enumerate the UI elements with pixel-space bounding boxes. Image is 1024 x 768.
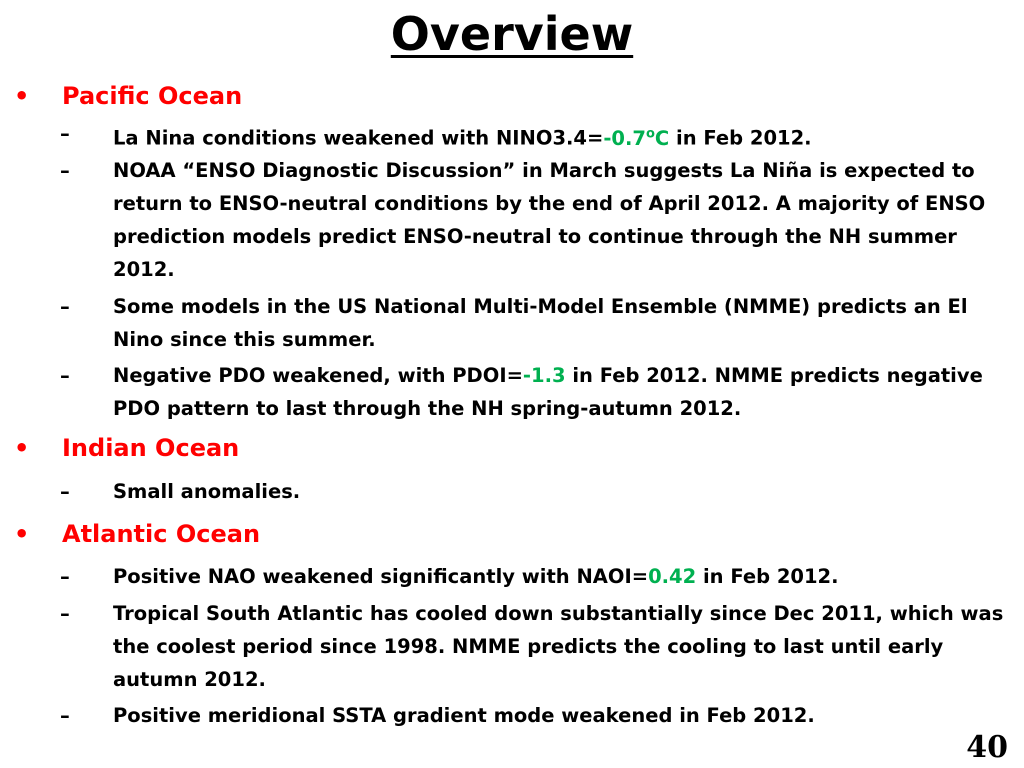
dash-icon: –: [60, 295, 70, 318]
item-text: Small anomalies.: [113, 480, 301, 503]
section-label: Atlantic Ocean: [62, 520, 261, 548]
dash-icon: –: [60, 480, 70, 503]
item-text: Some models in the US National Multi-Model Ensemble (NMME) predicts an El Nino since this summer.: [113, 295, 968, 351]
section-label: Pacific Ocean: [62, 82, 243, 110]
item-text: Positive meridional SSTA gradient mode weakened in Feb 2012.: [113, 704, 815, 727]
dash-icon: –: [60, 602, 70, 625]
bullet-icon: •: [14, 434, 30, 462]
item-text: La Nina conditions weakened with $NINO3.4=-0.7^oC$ in Feb 2012.: [113, 126, 812, 150]
dash-icon: –: [60, 364, 70, 387]
naoi-value: 0.42: [648, 565, 697, 588]
nino34-value: -0.7$^o$C: [603, 126, 670, 150]
dash-icon: –: [60, 122, 70, 145]
item-text: Positive NAO weakened significantly with NAOI=0.42 in Feb 2012.: [113, 565, 839, 588]
bullet-icon: •: [14, 82, 30, 110]
item-text: Negative PDO weakened, with PDOI=-1.3 in Feb 2012. NMME predicts negative PDO pattern to last through the NH spring-autumn 2012.: [113, 364, 983, 420]
dash-icon: –: [60, 704, 70, 727]
slide-title-text: Overview: [390, 7, 634, 61]
bullet-icon: •: [14, 520, 30, 548]
item-text: NOAA “ENSO Diagnostic Discussion” in March suggests La Niña is expected to return to ENSO-neutral conditions by the end of April 2012. A majority of ENSO prediction models predict ENSO-neutral to continue through the NH summer 2012.: [113, 159, 986, 281]
page-number: 40: [966, 730, 1008, 765]
item-text: Tropical South Atlantic has cooled down substantially since Dec 2011, which was the coolest period since 1998. NMME predicts the cooling to last until early autumn 2012.: [113, 602, 1004, 691]
pdoi-value: -1.3: [522, 364, 566, 387]
dash-icon: –: [60, 565, 70, 588]
section-label: Indian Ocean: [62, 434, 240, 462]
dash-icon: –: [60, 159, 70, 182]
